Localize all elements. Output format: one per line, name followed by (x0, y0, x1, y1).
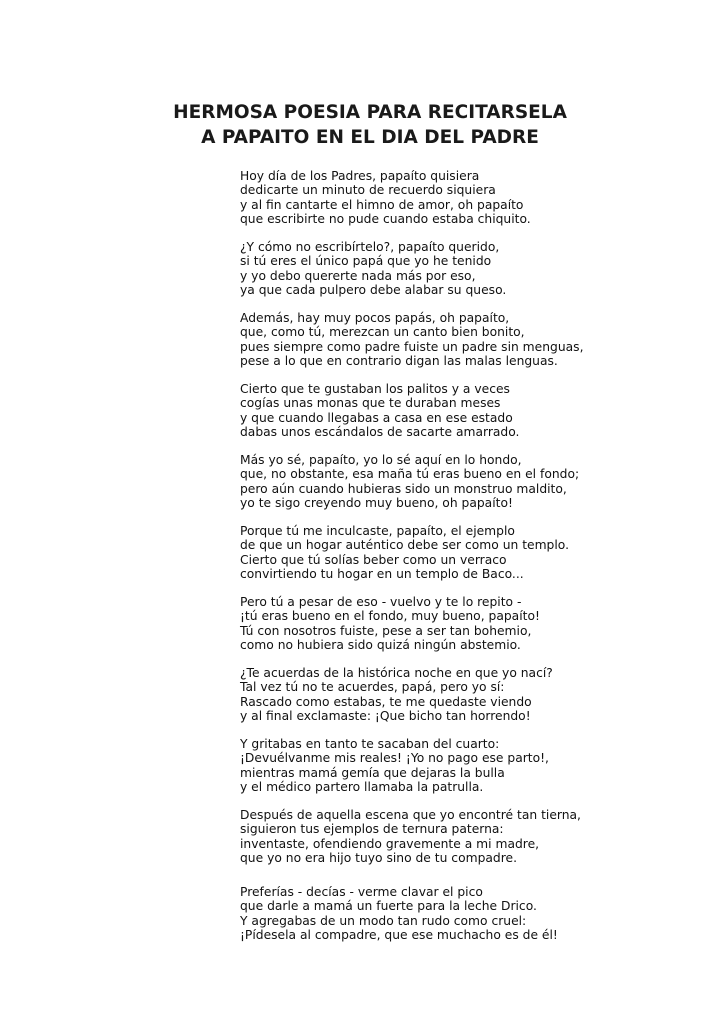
poem-line: que, como tú, merezcan un canto bien bonito, (240, 325, 525, 340)
poem-line: que yo no era hijo tuyo sino de tu compadre. (240, 850, 517, 865)
poem-line: Rascado como estabas, te me quedaste viendo (240, 694, 532, 709)
poem-line: yo te sigo creyendo muy bueno, oh papaíto! (240, 495, 513, 510)
poem-line: cogías unas monas que te duraban meses (240, 396, 501, 411)
stanza-3 (240, 311, 583, 368)
stanza-1 (240, 169, 583, 226)
poem-line: Tú con nosotros fuiste, pese a ser tan bohemio, (240, 623, 532, 638)
poem-line: ¡tú eras bueno en el fondo, muy bueno, papaíto! (240, 609, 540, 624)
poem-line: Tal vez tú no te acuerdes, papá, pero yo sí: (240, 680, 505, 695)
poem-line: siguieron tus ejemplos de ternura paterna: (240, 822, 504, 837)
stanza-5 (240, 453, 583, 510)
poem-line: que escribirte no pude cuando estaba chiquito. (240, 211, 531, 226)
poem-line: ya que cada pulpero debe alabar su queso. (240, 282, 507, 297)
poem-line: Hoy día de los Padres, papaíto quisiera (240, 169, 480, 183)
poem-line: Porque tú me inculcaste, papaíto, el ejemplo (240, 524, 515, 538)
poem-line: y yo debo quererte nada más por eso, (240, 268, 476, 283)
poem-line: ¡Devuélvanme mis reales! ¡Yo no pago ese parto!, (240, 751, 549, 766)
stanza-6 (240, 524, 583, 581)
title-line-1: HERMOSA POESIA PARA RECITARSELA (173, 102, 567, 123)
poem-line: y al final exclamaste: ¡Que bicho tan horrendo! (240, 708, 531, 723)
poem-line: y el médico partero llamaba la patrulla. (240, 779, 484, 794)
poem-line: pese a lo que en contrario digan las malas lenguas. (240, 353, 558, 368)
page-title (150, 100, 590, 150)
poem-line: Y agregabas de un modo tan rudo como cruel: (240, 913, 527, 928)
stanza-4 (240, 382, 583, 439)
stanza-7 (240, 595, 583, 652)
poem-line: dabas unos escándalos de sacarte amarrado. (240, 424, 520, 439)
stanza-10 (240, 808, 583, 865)
poem-line: inventaste, ofendiendo gravemente a mi madre, (240, 836, 540, 851)
stanza-11 (240, 885, 583, 942)
poem-line: mientras mamá gemía que dejaras la bulla (240, 765, 505, 780)
poem-line: como no hubiera sido quizá ningún abstemio. (240, 637, 521, 652)
poem-line: y al fin cantarte el himno de amor, oh papaíto (240, 197, 524, 212)
poem-line: Después de aquella escena que yo encontré tan tierna, (240, 808, 581, 822)
poem-body (240, 169, 583, 956)
poem-line: que darle a mamá un fuerte para la leche Drico. (240, 899, 537, 914)
poem-line: convirtiendo tu hogar en un templo de Baco... (240, 566, 524, 581)
poem-line: ¡Pídesela al compadre, que ese muchacho es de él! (240, 927, 558, 942)
stanza-2 (240, 240, 583, 297)
poem-line: ¿Y cómo no escribírtelo?, papaíto querido, (240, 240, 500, 254)
poem-line: si tú eres el único papá que yo he tenido (240, 254, 492, 269)
poem-line: que, no obstante, esa maña tú eras bueno en el fondo; (240, 467, 580, 482)
poem-line: y que cuando llegabas a casa en ese estado (240, 410, 513, 425)
poem-line: pues siempre como padre fuiste un padre sin menguas, (240, 339, 584, 354)
poem-line: pero aún cuando hubieras sido un monstruo maldito, (240, 481, 567, 496)
poem-line: de que un hogar auténtico debe ser como un templo. (240, 538, 569, 553)
poem-line: Cierto que tú solías beber como un verraco (240, 552, 507, 567)
title-line-2: A PAPAITO EN EL DIA DEL PADRE (201, 127, 539, 148)
poem-line: Además, hay muy pocos papás, oh papaíto, (240, 311, 510, 325)
poem-line: Cierto que te gustaban los palitos y a veces (240, 382, 510, 396)
poem-line: dedicarte un minuto de recuerdo siquiera (240, 183, 496, 198)
stanza-9 (240, 737, 583, 794)
poem-line: Más yo sé, papaíto, yo lo sé aquí en lo hondo, (240, 453, 522, 467)
poem-line: Pero tú a pesar de eso - vuelvo y te lo repito - (240, 595, 522, 609)
poem-line: Preferías - decías - verme clavar el pico (240, 885, 483, 899)
stanza-8 (240, 666, 583, 723)
poem-line: ¿Te acuerdas de la histórica noche en que yo nací? (240, 666, 553, 680)
poem-line: Y gritabas en tanto te sacaban del cuarto: (240, 737, 500, 751)
